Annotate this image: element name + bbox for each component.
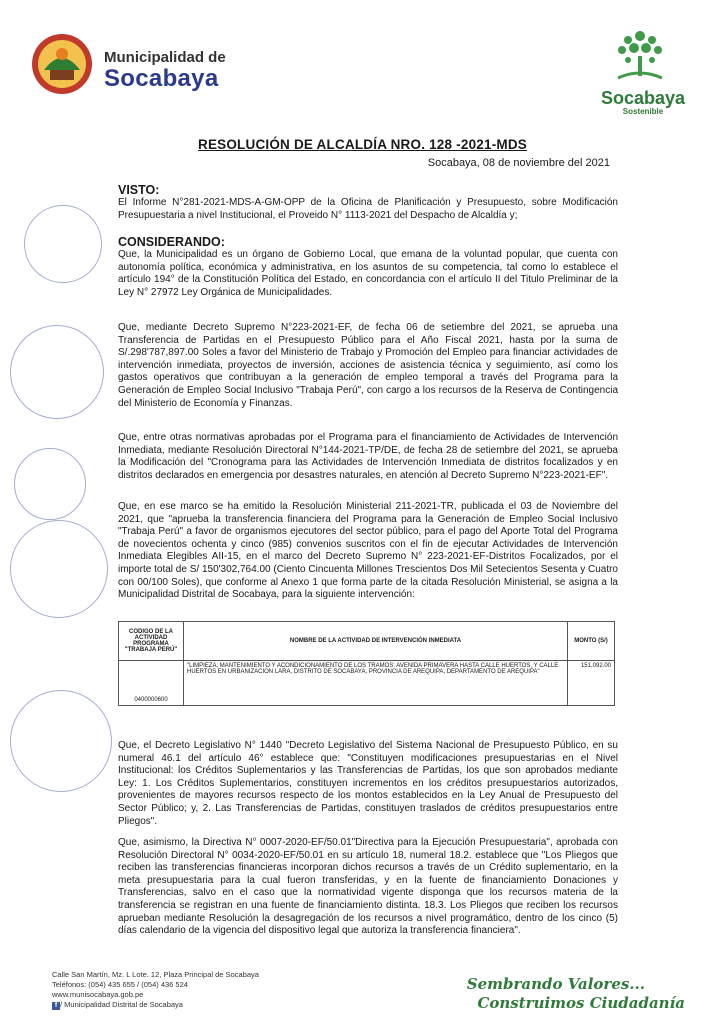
resolution-date: Socabaya, 08 de noviembre del 2021	[427, 157, 610, 169]
slogan-line1: Sembrando Valores...	[466, 975, 645, 993]
brand-text	[104, 50, 226, 92]
considerando-p4: Que, en ese marco se ha emitido la Resolución Ministerial 211-2021-TR, publicada el 03 de Noviembre del 2021, que "aprueba la transferencia financiera del Programa para la Generación de Empleo Social Inclusivo "Trabaja Perú" a favor de organismos ejecutores del sector público, para el pago del Aporte Total del Programa de novecientos ochenta y cinco (985) convenios suscritos con el fin de ejecutar Actividades de Intervención Inmediata Elegibles AII-15, en el marco del Decreto Supremo N° 223-2021-EF-Distritos Focalizados, por el importe total de S/ 150'302,764.00 (Ciento Cincuenta Millones Trescientos Dos Mil Setecientos Sesenta y Cuatro con 00/100 Soles), que conforme al Anexo 1 que forma parte de la citada Resolución Ministerial, se asigna a la Municipalidad Distrital de Socabaya, para la siguiente intervención:	[118, 501, 618, 601]
footer-facebook-row	[52, 1000, 259, 1010]
considerando-p1: Que, la Municipalidad es un órgano de Gobierno Local, que emana de la voluntad popular, que cuenta con autonomía política, económica y administrativa, en los asuntos de su competencia, tal como lo establece el artículo 194° de la Constitución Política del Estado, en concordancia con el artículo II del Titulo Preliminar de la Ley N° 27972 Ley Orgánica de Municipalidades.	[118, 249, 618, 298]
row-code: 0400000600	[119, 661, 184, 706]
resolution-title: RESOLUCIÓN DE ALCALDÍA NRO. 128 -2021-MDS	[198, 137, 527, 152]
socabaya-sostenible-logo	[588, 28, 698, 116]
slogan-line2: Construimos Ciudadanía	[477, 994, 685, 1012]
considerando-heading: CONSIDERANDO:	[118, 235, 225, 249]
header-name: NOMBRE DE LA ACTIVIDAD DE INTERVENCIÓN INMEDIATA	[184, 622, 568, 661]
considerando-p3: Que, entre otras normativas aprobadas por el Programa para el financiamiento de Actividades de Intervención Inmediata, mediante Resolución Directoral N°144-2021-TP/DE, de fecha 28 de setiembre del 2021, se aprueba la Modificación del "Cronograma para las Actividades de Intervención Inmediata de distritos focalizados y en distritos declarados en emergencia por desastres naturales, en atención al Decreto Supremo N°223-2021-EF".	[118, 432, 618, 481]
footer-address: Calle San Martín, Mz. L Lote. 12, Plaza Principal de Socabaya	[52, 970, 259, 979]
header-code: CODIGO DE LA ACTIVIDAD PROGRAMA "TRABAJA PERÚ"	[119, 622, 184, 661]
facebook-icon: f	[52, 1002, 60, 1010]
intervention-table	[118, 621, 615, 706]
tree-icon	[588, 28, 698, 84]
row-amount: 151,092.00	[568, 661, 615, 706]
footer-contact	[52, 970, 259, 1010]
stamp-secretaria	[10, 520, 108, 618]
stamp-planificacion	[10, 690, 112, 792]
stamp-asesoria	[14, 448, 86, 520]
slogan	[467, 975, 685, 1013]
right-logo-sub: Sostenible	[622, 107, 664, 116]
row-name: "LIMPIEZA, MANTENIMIENTO Y ACONDICIONAMIENTO DE LOS TRAMOS: AVENIDA PRIMAVERA HASTA CALLE HUERTOS, Y CALLE HUERTOS EN URBANIZACION LARA, DISTRITO DE SOCABAYA, PROVINCIA DE AREQUIPA, DEPARTAMENTO DE AREQUIPA"	[184, 661, 568, 706]
municipal-shield-logo	[30, 32, 94, 96]
header-amount: MONTO (S/)	[568, 622, 615, 661]
footer-web[interactable]: www.munisocabaya.gob.pe	[52, 990, 144, 999]
brand-line2: Socabaya	[104, 65, 219, 92]
visto-heading: VISTO:	[118, 183, 160, 197]
considerando-p5: Que, el Decreto Legislativo N° 1440 "Decreto Legislativo del Sistema Nacional de Presupuesto Público, en su numeral 46.1 del artículo 46° establece que: "Constituyen modificaciones presupuestarias en el Nivel Institucional: los Créditos Suplementarios y las Transferencias de Partidas, los que son aprobados mediante Ley: 1. Los Créditos Suplementarios, constituyen incrementos en los créditos presupuestarios autorizados, provenientes de mayores recursos respecto de los montos establecidos en la Ley Anual de Presupuesto del Sector Público; y, 2. Las Transferencias de Partidas, constituyen traslados de créditos presupuestarios entre Pliegos".	[118, 740, 618, 827]
table-header-row	[119, 622, 615, 661]
considerando-p2: Que, mediante Decreto Supremo N°223-2021-EF, de fecha 06 de setiembre del 2021, se aprueba una Transferencia de Partidas en el Presupuesto Público para el Año Fiscal 2021, hasta por la suma de S/.298'787,897.00 Soles a favor del Ministerio de Trabajo y Promoción del Empleo para financiar actividades de intervención inmediata, proyectos de inversión, acciones de asistencia técnica y seguimiento, así como los gastos operativos que contribuyan a la generación de empleo temporal a través del Programa para la Generación de Empleo Social Inclusivo "Trabaja Perú", con cargo a los recursos de la Reserva de Contingencia del Ministerio de Economía y Finanzas.	[118, 322, 618, 409]
stamp-gerencia	[10, 325, 104, 419]
visto-text: El Informe N°281-2021-MDS-A-GM-OPP de la Oficina de Planificación y Presupuesto, sobre Modificación Presupuestaria a nivel Institucional, el Proveido N° 1113-2021 del Despacho de Alcaldía y;	[118, 197, 618, 221]
brand-line1: Municipalidad de	[104, 49, 226, 66]
footer-facebook[interactable]: / Municipalidad Distrital de Socabaya	[60, 1000, 183, 1009]
footer-phones: Teléfonos: (054) 435 655 / (054) 436 524	[52, 980, 188, 989]
right-logo-name: Socabaya	[600, 88, 686, 108]
considerando-p6: Que, asimismo, la Directiva N° 0007-2020-EF/50.01"Directiva para la Ejecución Presupuestaria", aprobada con Resolución Directoral N° 0034-2020-EF/50.01 en su artículo 18, numeral 18.2. establece que "Los Pliegos que reciben las transferencias financieras incorporan dichos recursos a través de un Crédito suplementario, en la meta presupuestaria para la cual fueron transferidas, y en la fuente de financiamiento Donaciones y Transferencias, salvo en el caso que la normatividad vigente disponga que los recursos materia de la transferencia se registran en una fuente de financiamiento distinta. 18.3. Los Pliegos que reciben los recursos aprueban mediante Resolución la desagregación de los recursos a nivel programático, dentro de los cinco (5) días calendario de la vigencia del dispositivo legal que autoriza la transferencia financiera".	[118, 837, 618, 937]
table-row	[119, 661, 615, 706]
stamp-seal	[24, 205, 102, 283]
